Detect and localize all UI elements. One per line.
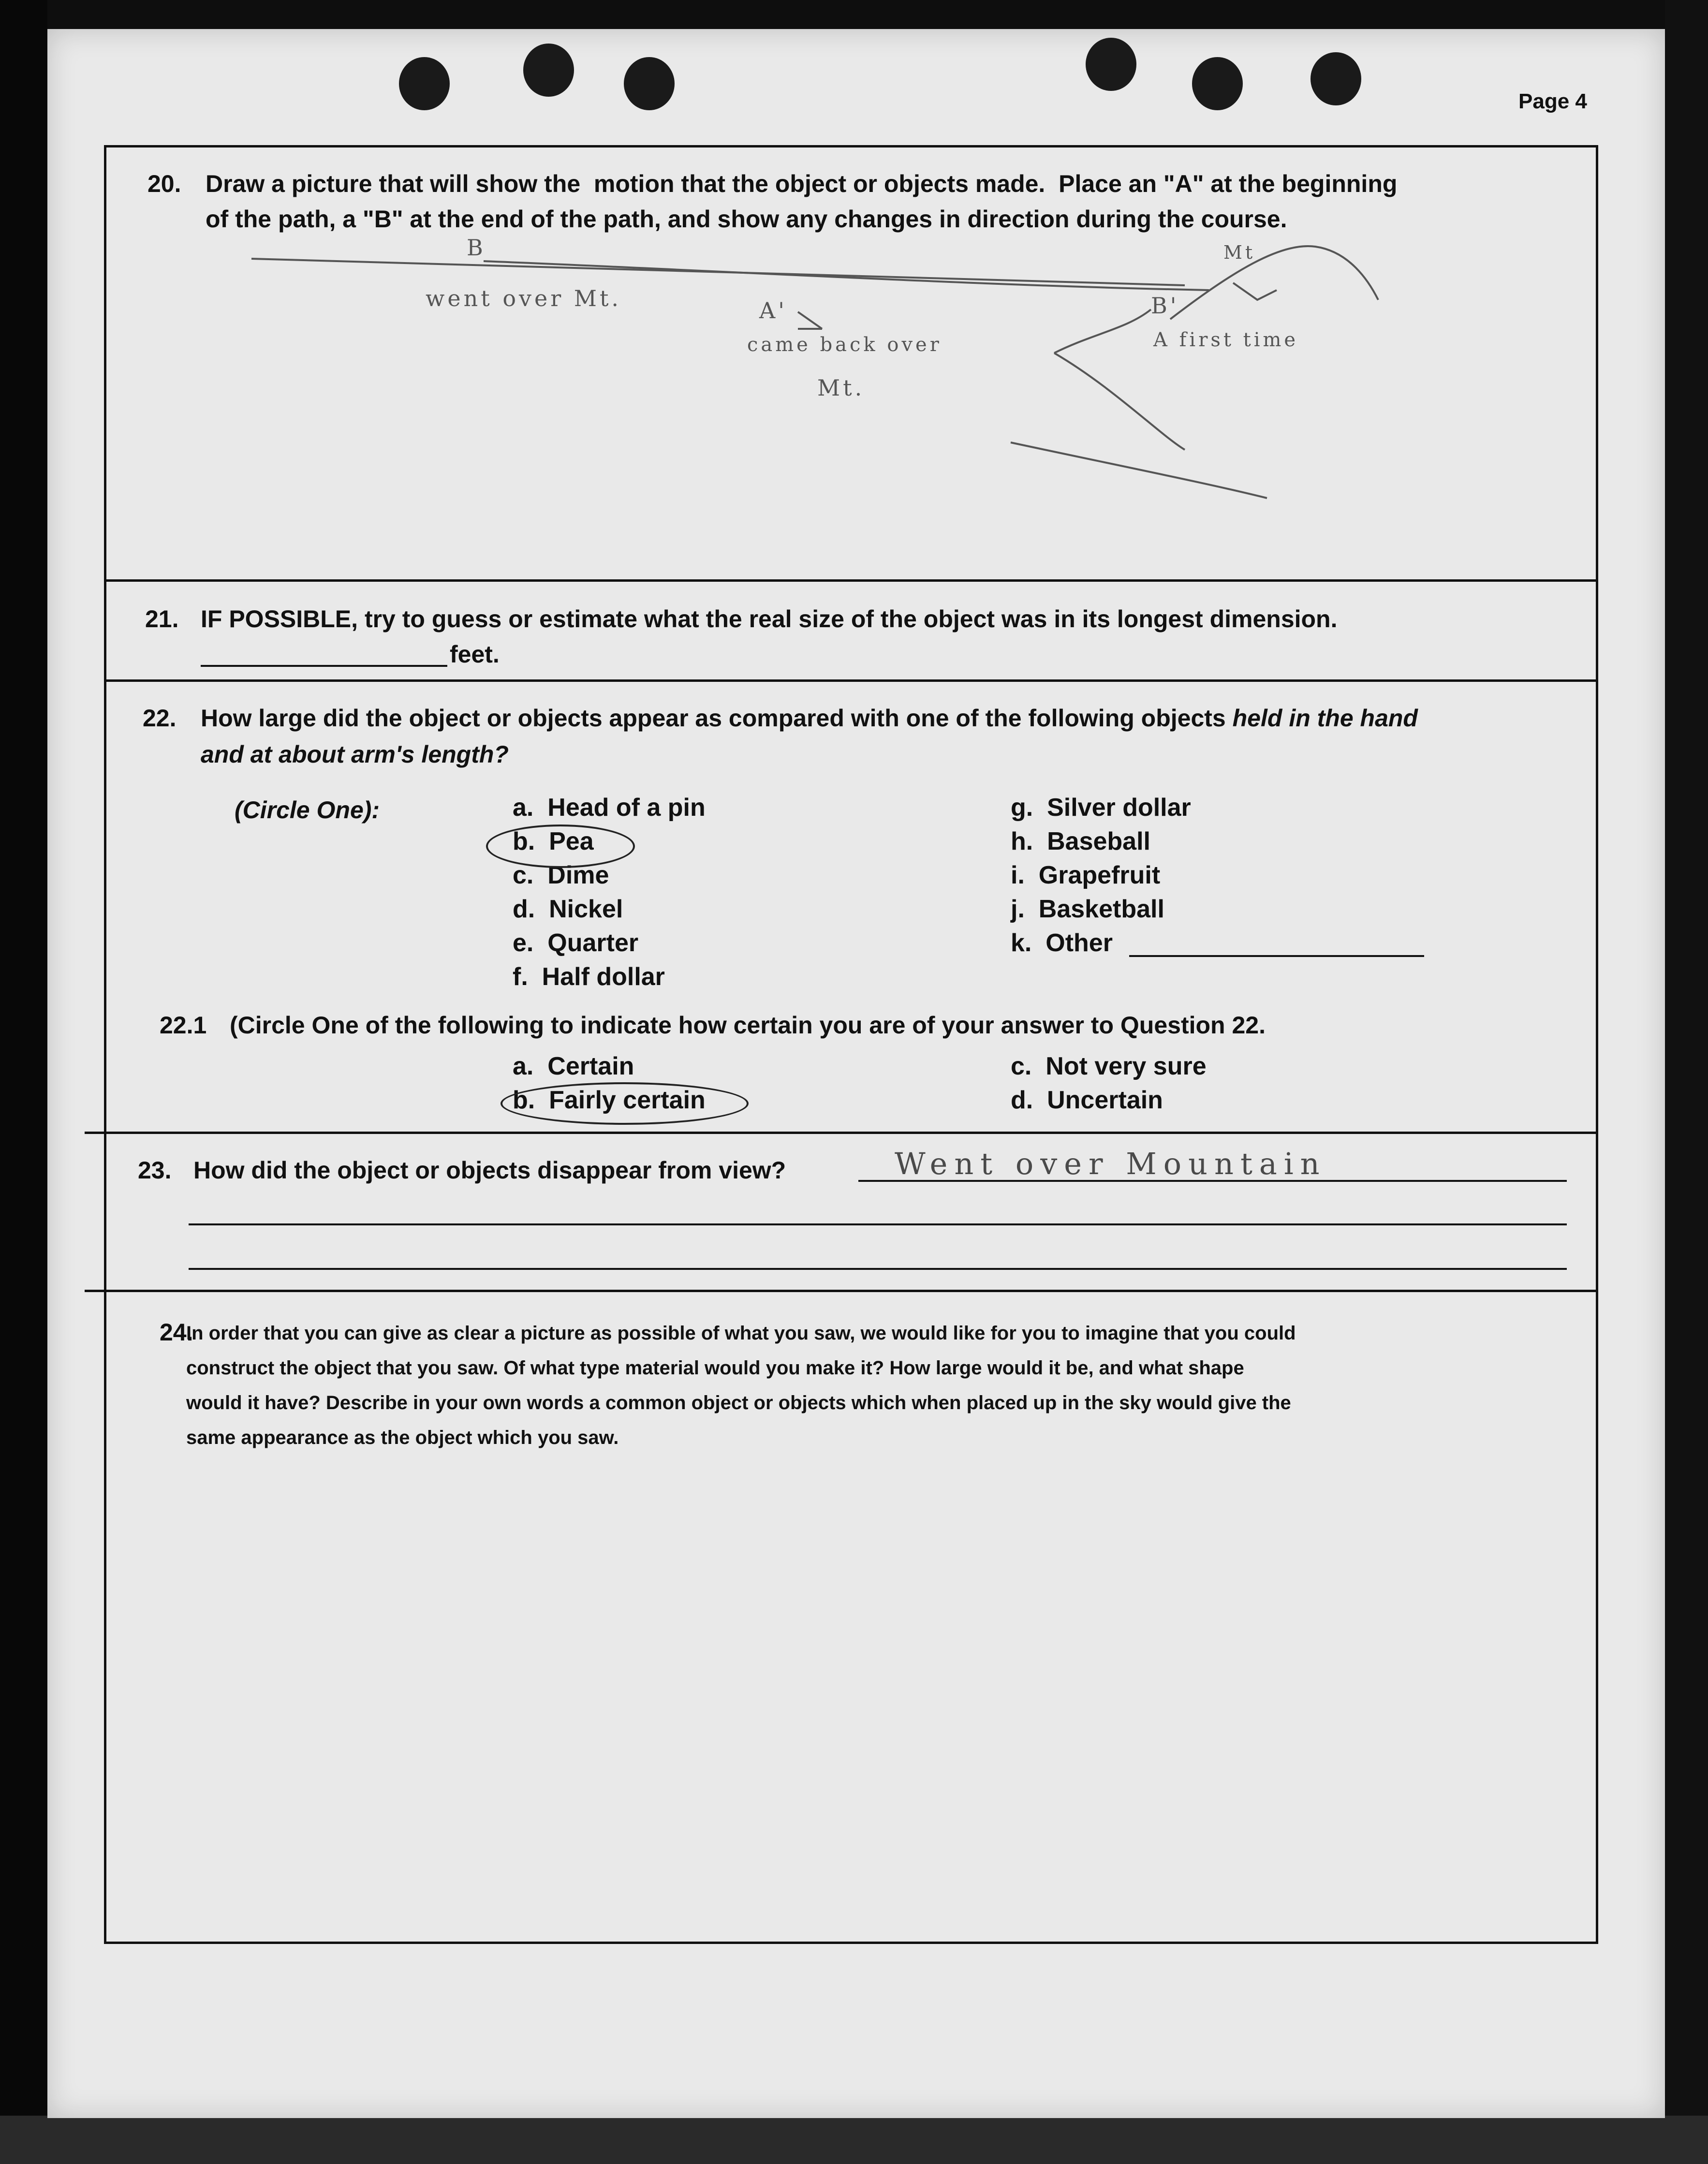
q24-number: 24. — [160, 1319, 193, 1346]
q23-handwritten-answer: Went over Mountain — [895, 1146, 1326, 1181]
q22-selection-circle — [486, 824, 635, 868]
q22-1-text: (Circle One of the following to indicate how certain you are of your answer to Question 22. — [230, 1012, 1266, 1039]
q21-number: 21. — [145, 605, 179, 633]
q22-option-k[interactable]: k. Other — [1011, 929, 1113, 957]
q22-1-option-c[interactable]: c. Not very sure — [1011, 1052, 1207, 1080]
page-label: Page 4 — [1518, 89, 1587, 113]
q23-answer-line-2[interactable] — [189, 1223, 1567, 1225]
q24-line1: In order that you can give as clear a picture as possible of what you saw, we would like for you to imagine that you could — [186, 1323, 1296, 1344]
sketch-label-mt-right: Mt — [1223, 242, 1256, 263]
drawn-right-arrow — [1233, 283, 1277, 300]
sketch-label-mt-low: Mt. — [817, 375, 865, 401]
q22-1-option-d[interactable]: d. Uncertain — [1011, 1086, 1163, 1114]
q22-option-g[interactable]: g. Silver dollar — [1011, 794, 1191, 822]
sketch-label-a-first: A first time — [1153, 329, 1299, 351]
q22-option-i[interactable]: i. Grapefruit — [1011, 861, 1161, 889]
q22-option-a[interactable]: a. Head of a pin — [513, 794, 706, 822]
sketch-label-came-back: came back over — [747, 334, 942, 356]
sketch-label-b: B — [467, 235, 486, 261]
q22-option-e[interactable]: e. Quarter — [513, 929, 639, 957]
q22-1-number: 22.1 — [160, 1012, 207, 1039]
drawn-return-arrow — [798, 312, 822, 329]
q22-number: 22. — [143, 705, 177, 732]
q20-number: 20. — [147, 170, 181, 197]
q24-line4: same appearance as the object which you saw. — [186, 1427, 619, 1448]
q22-line1 — [201, 701, 1418, 735]
q22-1-option-a[interactable]: a. Certain — [513, 1052, 634, 1080]
q20-line2: of the path, a "B" at the end of the path, and show any changes in direction during the course. — [206, 206, 1287, 233]
q22-line1-emphasis: held in the hand — [1232, 705, 1418, 732]
drawn-lower-curve — [1011, 442, 1267, 498]
q22-instruction: (Circle One): — [235, 796, 380, 824]
q22-other-blank[interactable] — [1129, 955, 1424, 957]
q22-option-j[interactable]: j. Basketball — [1011, 895, 1164, 923]
sketch-label-a-mid: A' — [759, 297, 787, 324]
q23-number: 23. — [138, 1157, 172, 1184]
q21-answer-blank[interactable] — [201, 665, 447, 667]
q22-option-b[interactable]: b. Pea — [513, 827, 594, 855]
q22-option-f[interactable]: f. Half dollar — [513, 963, 665, 991]
sketch-label-went-over: went over Mt. — [426, 285, 622, 311]
q24-line3: would it have? Describe in your own words a common object or objects which when placed up in the sky would give the — [186, 1392, 1291, 1413]
q24-line2: construct the object that you saw. Of what type material would you make it? How large would it be, and what shape — [186, 1357, 1244, 1379]
drawn-mountain-right — [1170, 246, 1378, 319]
q22-1-selection-circle — [501, 1082, 749, 1125]
q22-line1-text: How large did the object or objects appear as compared with one of the following objects — [201, 705, 1226, 732]
q22-option-d[interactable]: d. Nickel — [513, 895, 623, 923]
q20-line1: Draw a picture that will show the motion that the object or objects made. Place an "A" at the beginning — [206, 170, 1398, 197]
q23-text: How did the object or objects disappear from view? — [193, 1157, 786, 1184]
q23-answer-line-3[interactable] — [189, 1268, 1567, 1270]
q22-line2: and at about arm's length? — [201, 741, 509, 768]
q21-text: IF POSSIBLE, try to guess or estimate what the real size of the object was in its longest dimension. — [201, 605, 1338, 633]
q22-option-c[interactable]: c. Dime — [513, 861, 609, 889]
sketch-label-b-right: B' — [1151, 293, 1179, 319]
q24-answer-area[interactable] — [111, 1465, 1591, 1934]
q22-1-option-b[interactable]: b. Fairly certain — [513, 1086, 706, 1114]
q22-option-h[interactable]: h. Baseball — [1011, 827, 1150, 855]
q21-unit: feet. — [450, 641, 500, 668]
